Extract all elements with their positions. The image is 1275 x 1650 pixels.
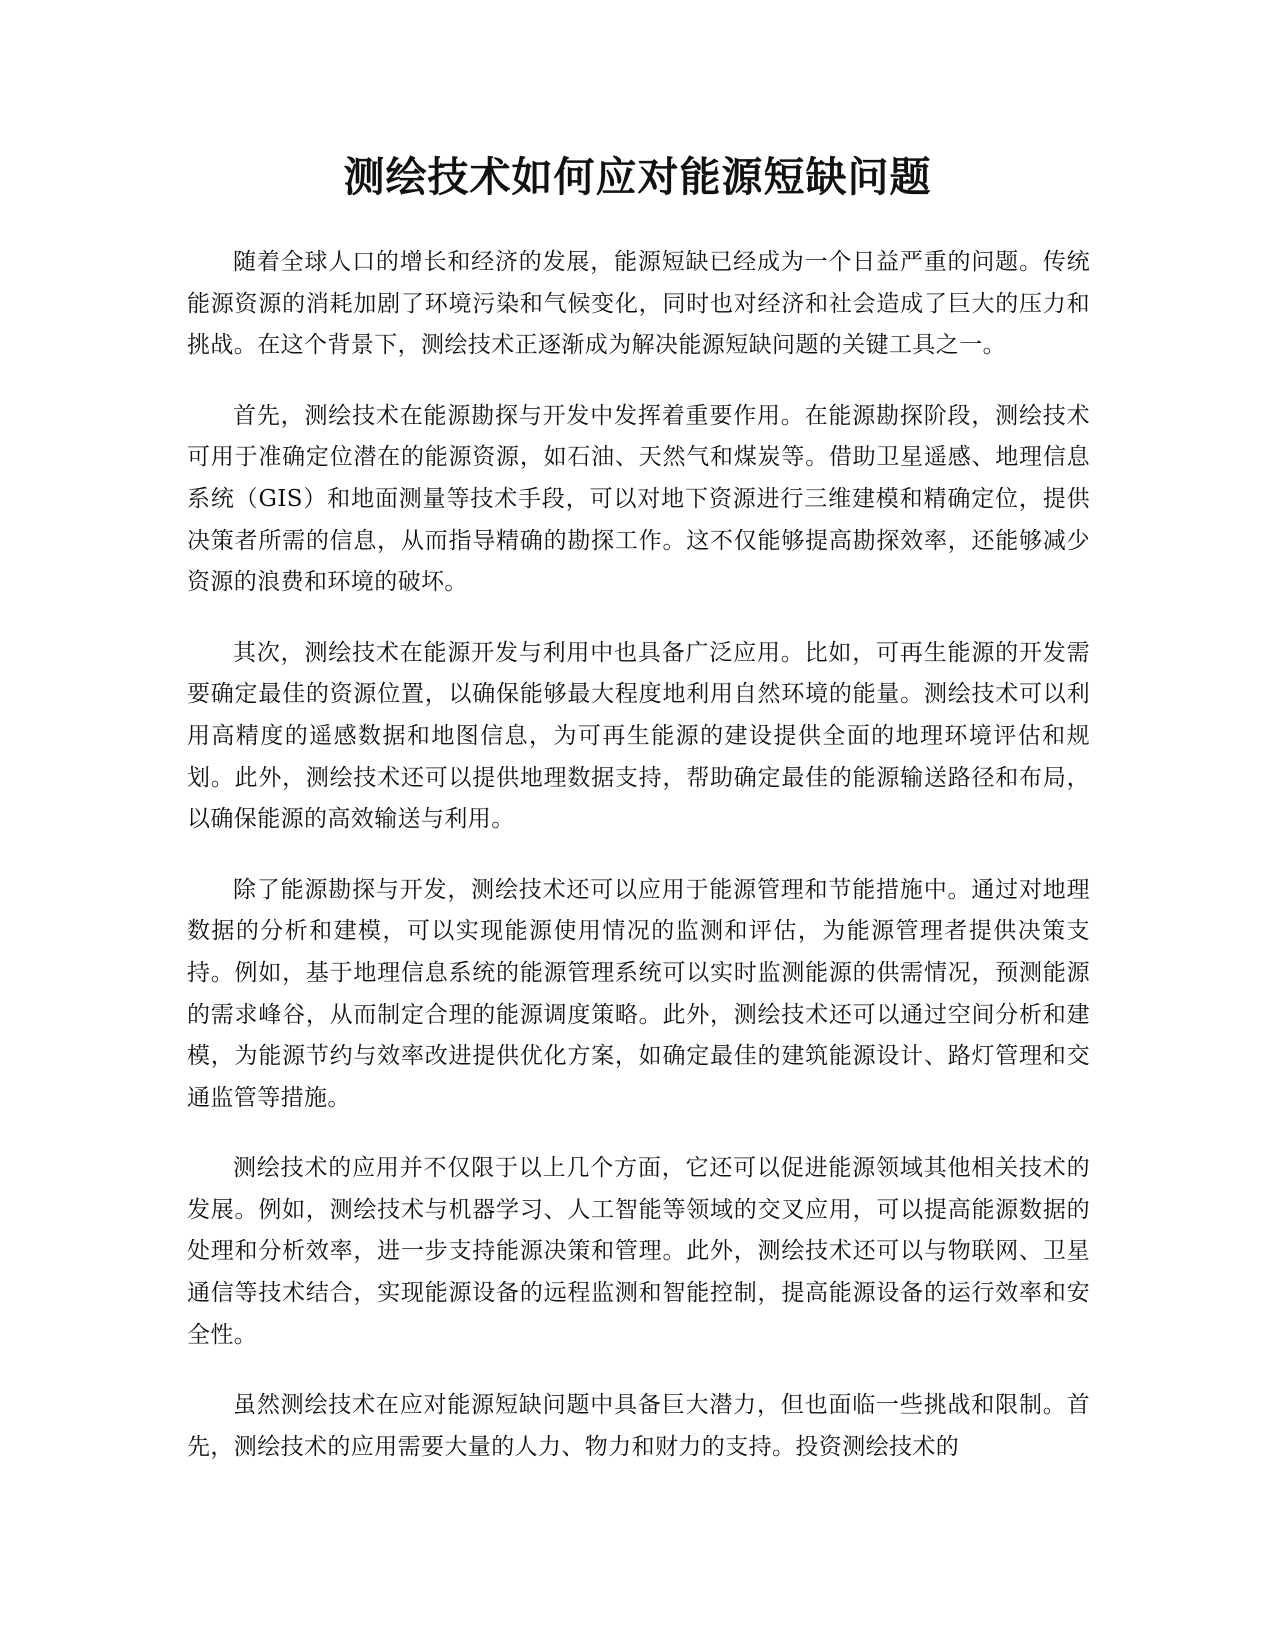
paragraph-3: 其次，测绘技术在能源开发与利用中也具备广泛应用。比如，可再生能源的开发需要确定最佳的资源位置，以确保能够最大程度地利用自然环境的能量。测绘技术可以利用高精度的遥感数据和地图信息，为可再生能源的建设提供全面的地理环境评估和规划。此外，测绘技术还可以提供地理数据支持，帮助确定最佳的能源输送路径和布局，以确保能源的高效输送与利用。 (187, 639, 1090, 833)
document-body (187, 242, 1090, 1497)
paragraph-1: 随着全球人口的增长和经济的发展，能源短缺已经成为一个日益严重的问题。传统能源资源的消耗加剧了环境污染和气候变化，同时也对经济和社会造成了巨大的压力和挑战。在这个背景下，测绘技术正逐渐成为解决能源短缺问题的关键工具之一。 (187, 249, 1090, 359)
paragraph-2: 首先，测绘技术在能源勘探与开发中发挥着重要作用。在能源勘探阶段，测绘技术可用于准确定位潜在的能源资源，如石油、天然气和煤炭等。借助卫星遥感、地理信息系统（GIS）和地面测量等技术手段，可以对地下资源进行三维建模和精确定位，提供决策者所需的信息，从而指导精确的勘探工作。这不仅能够提高勘探效率，还能够减少资源的浪费和环境的破坏。 (187, 402, 1090, 596)
paragraph-6: 虽然测绘技术在应对能源短缺问题中具备巨大潜力，但也面临一些挑战和限制。首先，测绘技术的应用需要大量的人力、物力和财力的支持。投资测绘技术的 (187, 1392, 1090, 1460)
paragraph-5: 测绘技术的应用并不仅限于以上几个方面，它还可以促进能源领域其他相关技术的发展。例如，测绘技术与机器学习、人工智能等领域的交叉应用，可以提高能源数据的处理和分析效率，进一步支持能源决策和管理。此外，测绘技术还可以与物联网、卫星通信等技术结合，实现能源设备的远程监测和智能控制，提高能源设备的运行效率和安全性。 (187, 1155, 1090, 1348)
document-title: 测绘技术如何应对能源短缺问题 (343, 153, 932, 201)
paragraph-4: 除了能源勘探与开发，测绘技术还可以应用于能源管理和节能措施中。通过对地理数据的分析和建模，可以实现能源使用情况的监测和评估，为能源管理者提供决策支持。例如，基于地理信息系统的能源管理系统可以实时监测能源的供需情况，预测能源的需求峰谷，从而制定合理的能源调度策略。此外，测绘技术还可以通过空间分析和建模，为能源节约与效率改进提供优化方案，如确定最佳的建筑能源设计、路灯管理和交通监管等措施。 (187, 876, 1090, 1111)
